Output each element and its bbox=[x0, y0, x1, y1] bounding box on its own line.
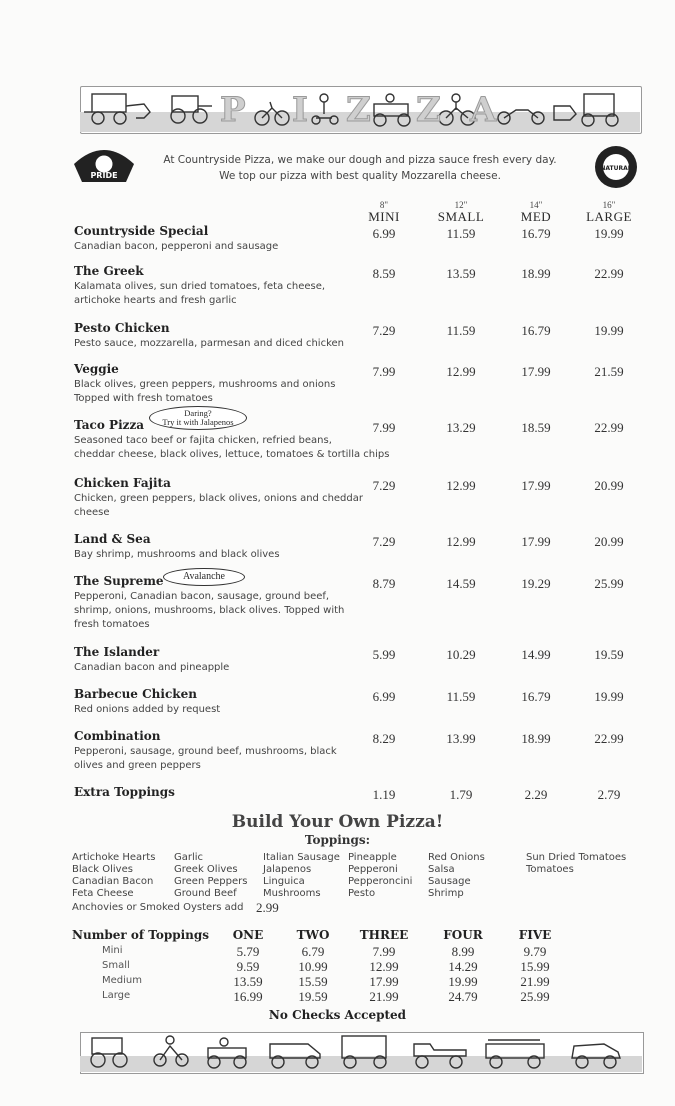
topping-table-price: 19.59 bbox=[298, 989, 328, 1004]
menu-item-price-large: 22.99 bbox=[594, 420, 624, 435]
size-header-mini: 8" MINI bbox=[368, 200, 400, 224]
title-letter-i: I bbox=[292, 90, 308, 130]
svg-text:NATURAL: NATURAL bbox=[600, 165, 632, 172]
topping-table-price: 16.99 bbox=[233, 989, 263, 1004]
menu-item-price-small: 12.99 bbox=[446, 534, 476, 549]
build-your-own-title: Build Your Own Pizza! bbox=[231, 812, 444, 832]
topping-table-price: 10.99 bbox=[298, 959, 328, 974]
topping-count-header: ONE bbox=[232, 928, 264, 942]
intro-line-2: We top our pizza with best quality Mozzarella cheese. bbox=[219, 170, 501, 182]
menu-item-price-mini: 8.29 bbox=[372, 731, 396, 746]
menu-item-price-mini: 1.19 bbox=[372, 787, 396, 802]
vintage-car-icon bbox=[572, 1044, 620, 1068]
topping-item: Black Olives bbox=[72, 864, 133, 875]
menu-item-price-large: 19.99 bbox=[594, 323, 624, 338]
topping-item: Green Peppers bbox=[174, 876, 248, 887]
menu-item-price-med: 14.99 bbox=[521, 647, 551, 662]
topping-table-price: 19.99 bbox=[448, 974, 478, 989]
topping-table-price: 14.29 bbox=[448, 959, 478, 974]
menu-item-price-small: 13.29 bbox=[446, 420, 476, 435]
menu-item-price-large: 22.99 bbox=[594, 266, 624, 281]
title-letter-z1: Z bbox=[346, 90, 371, 130]
menu-item-price-mini: 7.29 bbox=[372, 534, 396, 549]
topping-count-header: TWO bbox=[296, 928, 330, 942]
menu-item-price-med: 2.29 bbox=[524, 787, 548, 802]
buggy-icon bbox=[91, 1038, 127, 1067]
menu-item-description: cheese bbox=[74, 507, 110, 518]
topping-table-price: 17.99 bbox=[369, 974, 399, 989]
menu-item-price-med: 17.99 bbox=[521, 364, 551, 379]
addon-price: 2.99 bbox=[256, 900, 279, 915]
menu-item-price-mini: 5.99 bbox=[372, 647, 396, 662]
motorcyclist-icon bbox=[154, 1036, 188, 1066]
topping-item: Pesto bbox=[348, 888, 376, 899]
topping-table-price: 5.79 bbox=[236, 944, 260, 959]
topping-table-price: 25.99 bbox=[520, 989, 550, 1004]
menu-item-price-med: 16.79 bbox=[521, 323, 551, 338]
topping-table-size-label: Mini bbox=[102, 945, 123, 956]
menu-item-price-large: 19.99 bbox=[594, 689, 624, 704]
topping-item: Ground Beef bbox=[174, 888, 237, 899]
title-letter-z2: Z bbox=[416, 90, 441, 130]
menu-item-price-med: 17.99 bbox=[521, 534, 551, 549]
menu-item-price-mini: 8.79 bbox=[372, 576, 396, 591]
menu-item-name: The Islander bbox=[74, 645, 160, 659]
menu-item-description: Pesto sauce, mozzarella, parmesan and diced chicken bbox=[74, 338, 344, 349]
menu-item-price-mini: 7.99 bbox=[372, 420, 396, 435]
pride-badge-logo bbox=[70, 142, 138, 188]
menu-item-price-large: 19.59 bbox=[594, 647, 624, 662]
topping-table-price: 15.99 bbox=[520, 959, 550, 974]
menu-item-description: Chicken, green peppers, black olives, onions and cheddar bbox=[74, 493, 363, 504]
topping-item: Tomatoes bbox=[526, 864, 574, 875]
early-car-icon bbox=[374, 94, 410, 126]
menu-item-price-mini: 7.99 bbox=[372, 364, 396, 379]
horse-carriage-icon bbox=[554, 94, 618, 126]
topping-table-price: 12.99 bbox=[369, 959, 399, 974]
delivery-truck-icon bbox=[342, 1036, 386, 1068]
menu-item-name: Veggie bbox=[74, 362, 119, 376]
menu-item-description: Topped with fresh tomatoes bbox=[74, 393, 213, 404]
menu-item-price-small: 13.99 bbox=[446, 731, 476, 746]
menu-item-description: cheddar cheese, black olives, lettuce, tomatoes & tortilla chips bbox=[74, 449, 390, 460]
menu-item-name: Chicken Fajita bbox=[74, 476, 171, 490]
menu-item-description: fresh tomatoes bbox=[74, 619, 150, 630]
topping-table-price: 9.59 bbox=[236, 959, 260, 974]
bicycle-icon bbox=[255, 102, 289, 125]
menu-item-description: shrimp, onions, mushrooms, black olives. Topped with bbox=[74, 605, 345, 616]
menu-item-price-small: 12.99 bbox=[446, 364, 476, 379]
stagecoach-icon bbox=[84, 94, 150, 124]
topping-table-price: 21.99 bbox=[520, 974, 550, 989]
topping-table-price: 24.79 bbox=[448, 989, 478, 1004]
topping-table-price: 9.79 bbox=[523, 944, 547, 959]
menu-item-price-large: 22.99 bbox=[594, 731, 624, 746]
topping-table-price: 15.59 bbox=[298, 974, 328, 989]
size-header-large: 16" LARGE bbox=[586, 200, 632, 224]
topping-item: Sun Dried Tomatoes bbox=[526, 852, 627, 863]
menu-item-price-mini: 7.29 bbox=[372, 478, 396, 493]
menu-item-price-med: 18.99 bbox=[521, 266, 551, 281]
no-checks-note: No Checks Accepted bbox=[268, 1008, 407, 1022]
number-of-toppings-label: Number of Toppings bbox=[72, 928, 210, 942]
topping-item: Pineapple bbox=[348, 852, 397, 863]
menu-item-price-mini: 6.99 bbox=[372, 226, 396, 241]
supreme-avalanche-bubble: Avalanche bbox=[163, 568, 245, 586]
size-header-small: 12" SMALL bbox=[437, 200, 485, 224]
menu-item-name: Taco Pizza bbox=[74, 418, 145, 432]
topping-item: Shrimp bbox=[428, 888, 464, 899]
topping-count-header: FIVE bbox=[518, 928, 552, 942]
topping-table-price: 6.79 bbox=[301, 944, 325, 959]
tandem-bicycle-icon bbox=[498, 110, 544, 124]
topping-item: Red Onions bbox=[428, 852, 485, 863]
topping-table-size-label: Large bbox=[102, 990, 131, 1001]
menu-item-description: Canadian bacon and pineapple bbox=[74, 662, 230, 673]
menu-item-price-large: 20.99 bbox=[594, 534, 624, 549]
menu-item-price-small: 12.99 bbox=[446, 478, 476, 493]
topping-count-header: FOUR bbox=[443, 928, 483, 942]
menu-item-name: Barbecue Chicken bbox=[74, 687, 197, 701]
menu-item-price-med: 16.79 bbox=[521, 226, 551, 241]
topping-item: Salsa bbox=[428, 864, 455, 875]
menu-item-name: Combination bbox=[74, 729, 161, 743]
menu-item-description: olives and green peppers bbox=[74, 760, 201, 771]
flatbed-truck-icon bbox=[414, 1044, 466, 1068]
menu-item-description: Seasoned taco beef or fajita chicken, refried beans, bbox=[74, 435, 332, 446]
menu-item-price-med: 16.79 bbox=[521, 689, 551, 704]
topping-item: Pepperoncini bbox=[348, 876, 413, 887]
menu-item-price-small: 1.79 bbox=[449, 787, 473, 802]
menu-item-price-med: 19.29 bbox=[521, 576, 551, 591]
vintage-vehicles-footer-illustration bbox=[84, 1030, 640, 1072]
title-letter-p: P bbox=[220, 90, 246, 130]
menu-item-price-small: 14.59 bbox=[446, 576, 476, 591]
menu-item-description: Canadian bacon, pepperoni and sausage bbox=[74, 241, 279, 252]
menu-item-price-large: 21.59 bbox=[594, 364, 624, 379]
natural-badge-logo bbox=[588, 144, 644, 190]
title-letter-a: A bbox=[470, 90, 497, 130]
rider-icon bbox=[312, 94, 338, 124]
topping-table-size-label: Small bbox=[102, 960, 130, 971]
menu-item-description: Pepperoni, sausage, ground beef, mushrooms, black bbox=[74, 746, 337, 757]
menu-item-price-med: 18.59 bbox=[521, 420, 551, 435]
fire-truck-icon bbox=[486, 1040, 544, 1068]
menu-item-price-large: 19.99 bbox=[594, 226, 624, 241]
taco-pizza-jalapeno-bubble: Daring? Try it with Jalapenos bbox=[149, 406, 247, 430]
menu-item-price-large: 20.99 bbox=[594, 478, 624, 493]
menu-item-description: Black olives, green peppers, mushrooms and onions bbox=[74, 379, 336, 390]
size-header-med: 14" MED bbox=[520, 200, 552, 224]
topping-table-price: 7.99 bbox=[372, 944, 396, 959]
topping-table-size-label: Medium bbox=[102, 975, 142, 986]
menu-item-price-large: 25.99 bbox=[594, 576, 624, 591]
menu-item-name: The Greek bbox=[74, 264, 144, 278]
topping-item: Artichoke Hearts bbox=[72, 852, 156, 863]
menu-item-price-small: 11.59 bbox=[446, 323, 476, 338]
topping-table-price: 8.99 bbox=[451, 944, 475, 959]
topping-item: Linguica bbox=[263, 876, 305, 887]
topping-item: Pepperoni bbox=[348, 864, 398, 875]
topping-item: Canadian Bacon bbox=[72, 876, 154, 887]
menu-item-description: artichoke hearts and fresh garlic bbox=[74, 295, 237, 306]
topping-item: Italian Sausage bbox=[263, 852, 340, 863]
topping-count-header: THREE bbox=[359, 928, 409, 942]
svg-text:PRIDE: PRIDE bbox=[90, 171, 118, 180]
topping-item: Greek Olives bbox=[174, 864, 238, 875]
menu-item-price-mini: 7.29 bbox=[372, 323, 396, 338]
menu-item-name: Pesto Chicken bbox=[74, 321, 170, 335]
touring-car-icon bbox=[270, 1044, 320, 1068]
menu-item-price-large: 2.79 bbox=[597, 787, 621, 802]
carriage-icon bbox=[171, 96, 212, 123]
topping-item: Jalapenos bbox=[263, 864, 312, 875]
menu-item-price-small: 11.59 bbox=[446, 689, 476, 704]
menu-item-name: Land & Sea bbox=[74, 532, 151, 546]
topping-item: Sausage bbox=[428, 876, 471, 887]
intro-line-1: At Countryside Pizza, we make our dough and pizza sauce fresh every day. bbox=[163, 154, 557, 166]
menu-item-name: Countryside Special bbox=[74, 224, 209, 238]
menu-item-description: Red onions added by request bbox=[74, 704, 221, 715]
topping-table-price: 21.99 bbox=[369, 989, 399, 1004]
menu-item-price-med: 18.99 bbox=[521, 731, 551, 746]
menu-item-name: The Supreme bbox=[74, 574, 164, 588]
menu-item-description: Pepperoni, Canadian bacon, sausage, ground beef, bbox=[74, 591, 330, 602]
menu-item-price-mini: 8.59 bbox=[372, 266, 396, 281]
menu-item-price-small: 11.59 bbox=[446, 226, 476, 241]
topping-table-price: 13.59 bbox=[233, 974, 263, 989]
menu-item-price-small: 13.59 bbox=[446, 266, 476, 281]
menu-item-description: Bay shrimp, mushrooms and black olives bbox=[74, 549, 280, 560]
menu-item-name: Extra Toppings bbox=[74, 785, 175, 799]
toppings-label: Toppings: bbox=[304, 833, 371, 847]
menu-item-price-small: 10.29 bbox=[446, 647, 476, 662]
intro-text bbox=[150, 152, 570, 184]
menu-item-price-mini: 6.99 bbox=[372, 689, 396, 704]
roadster-icon bbox=[208, 1038, 246, 1068]
topping-item: Mushrooms bbox=[263, 888, 321, 899]
menu-item-description: Kalamata olives, sun dried tomatoes, feta cheese, bbox=[74, 281, 326, 292]
menu-item-price-med: 17.99 bbox=[521, 478, 551, 493]
topping-item: Garlic bbox=[174, 852, 204, 863]
addon-text: Anchovies or Smoked Oysters add bbox=[72, 902, 244, 913]
topping-item: Feta Cheese bbox=[72, 888, 134, 899]
